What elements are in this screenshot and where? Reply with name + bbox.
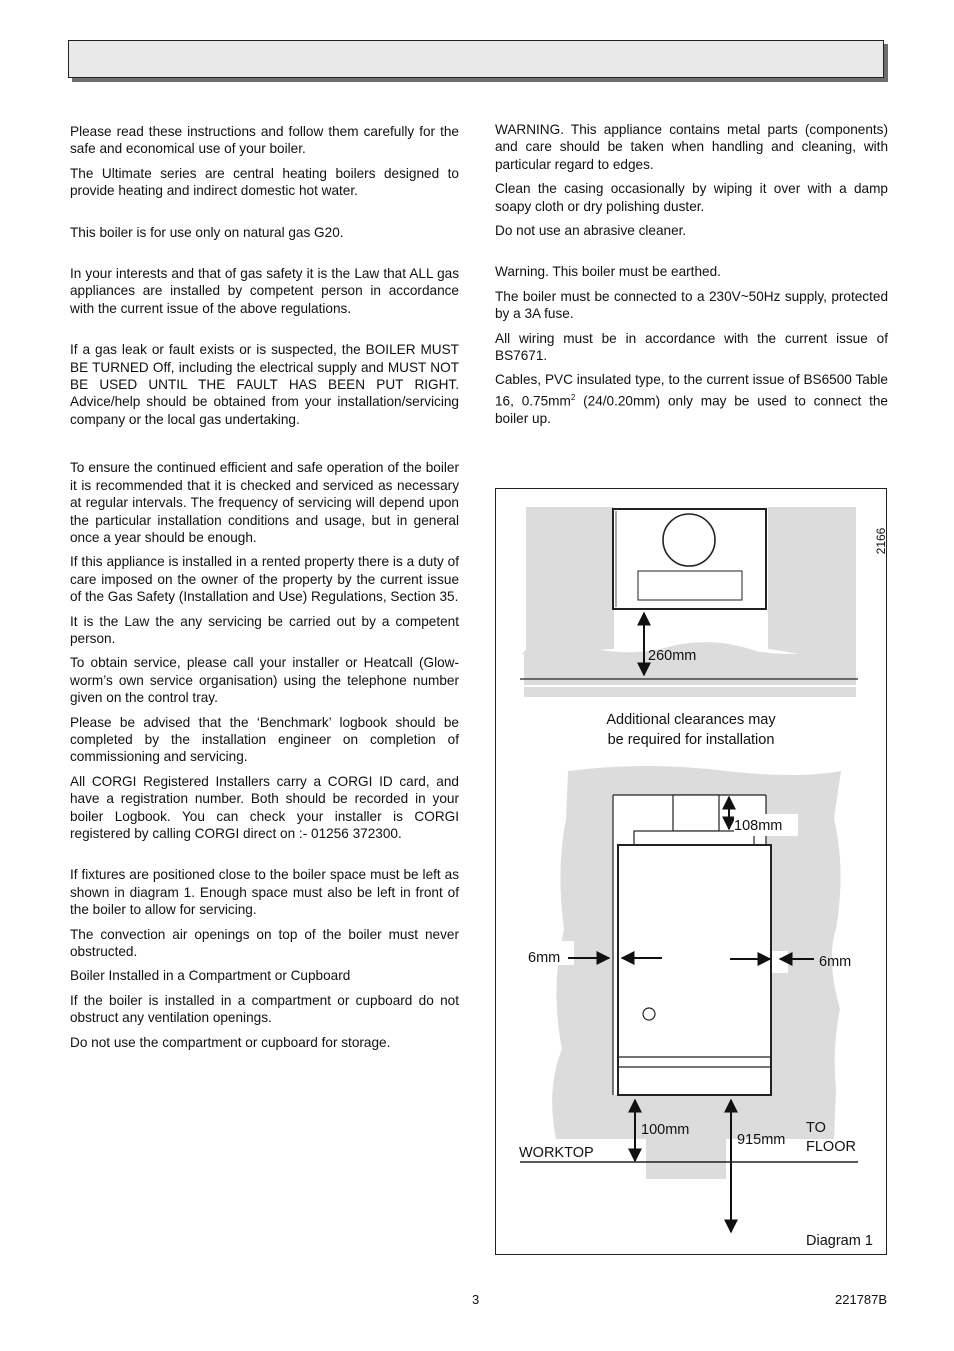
top-clearance-label: 260mm bbox=[648, 648, 697, 664]
electrical-paragraph: Warning. This boiler must be earthed. bbox=[495, 264, 721, 280]
compartment-paragraph: Boiler Installed in a Compartment or Cupboard bbox=[70, 968, 351, 984]
intro-paragraph: Please read these instructions and follow them carefully for the safe and economical use of your boiler. bbox=[70, 124, 459, 157]
servicing-paragraph: Please be advised that the ‘Benchmark’ logbook should be completed by the installation engineer on completion of commissioning and servicing. bbox=[70, 714, 459, 765]
compartment-paragraph: If the boiler is installed in a compartment or cupboard do not obstruct any ventilation openings. bbox=[70, 992, 459, 1026]
header-bar bbox=[68, 40, 884, 78]
right-gap-label: 6mm bbox=[819, 954, 852, 970]
care-paragraph: Clean the casing occasionally by wiping it over with a damp soapy cloth or dry polishing duster. bbox=[495, 181, 888, 214]
clearance-paragraph: If fixtures are positioned close to the boiler space must be left as shown in diagram 1. Enough space must also be left in front of the boiler to allow for servicing. bbox=[70, 867, 459, 918]
floor-distance-label: 915mm bbox=[737, 1132, 786, 1148]
dial-icon bbox=[663, 514, 715, 566]
diagram-drawing bbox=[496, 489, 886, 1254]
gas-leak-paragraph: If a gas leak or fault exists or is suspected, the BOILER MUST BE TURNED Off, including the electrical supply and MUST NOT BE USED UNTIL THE FAULT HAS BEEN PUT RIGHT. Advice/help should be obtained from your installation/servicing company or the local gas undertaking. bbox=[70, 342, 459, 427]
servicing-paragraph: All CORGI Registered Installers carry a CORGI ID card, and have a registration number. Both should be recorded in your boiler Logbook. You can check your installer is CORGI registered by calling CORGI direct on :- 01256 372300. bbox=[70, 773, 459, 841]
boiler-front-view bbox=[613, 509, 766, 609]
care-paragraph: Do not use an abrasive cleaner. bbox=[495, 223, 687, 239]
servicing-paragraph: If this appliance is installed in a rented property there is a duty of care imposed on the owner of the property by the current issue of the Gas Safety (Installation and Use) Regulations, Section 35. bbox=[70, 554, 459, 605]
clearance-paragraph: The convection air openings on top of the boiler must never obstructed. bbox=[70, 926, 459, 960]
regulations-paragraph: In your interests and that of gas safety it is the Law that ALL gas appliances are installed by competent person in accordance with the current issue of the above regulations. bbox=[70, 266, 459, 316]
left-column bbox=[70, 123, 459, 1058]
note-line-1: Additional clearances may bbox=[606, 712, 776, 728]
document-code: 221787B bbox=[835, 1292, 888, 1307]
cables-paragraph: Cables, PVC insulated type, to the current issue of BS6500 Table 16, $0.75mm^2$ (24/0.20mm) only may be used to connect the boiler up. bbox=[495, 372, 888, 426]
servicing-paragraph: To obtain service, please call your installer or Heatcall (Glow-worm’s own service organisation) using the telephone number given on the control tray. bbox=[70, 655, 459, 706]
diagram-caption: Diagram 1 bbox=[806, 1233, 873, 1249]
worktop-label: WORKTOP bbox=[519, 1145, 594, 1161]
clearance-diagram bbox=[495, 488, 887, 1255]
worktop-clearance-label: 100mm bbox=[641, 1122, 690, 1138]
servicing-paragraph: It is the Law the any servicing be carried out by a competent person. bbox=[70, 613, 459, 646]
left-gap-label: 6mm bbox=[528, 950, 561, 966]
servicing-paragraph: To ensure the continued efficient and safe operation of the boiler it is recommended that it is checked and serviced as necessary at regular intervals. The frequency of servicing will depend upon the particular installation conditions and usage, but in general once a year should be enough. bbox=[70, 460, 459, 545]
top-gap-label: 108mm bbox=[734, 818, 783, 834]
electrical-paragraph: All wiring must be in accordance with the current issue of BS7671. bbox=[495, 330, 888, 364]
gas-type-paragraph: This boiler is for use only on natural gas G20. bbox=[70, 224, 344, 240]
page-number: 3 bbox=[472, 1292, 480, 1307]
floor-label: FLOOR bbox=[806, 1139, 856, 1155]
care-paragraph: WARNING. This appliance contains metal parts (components) and care should be taken when handling and cleaning, with particular regard to edges. bbox=[495, 122, 888, 172]
note-line-2: be required for installation bbox=[607, 732, 775, 748]
compartment-paragraph: Do not use the compartment or cupboard for storage. bbox=[70, 1034, 391, 1050]
to-label: TO bbox=[806, 1120, 826, 1136]
boiler-side-view bbox=[613, 795, 771, 1095]
wall-shading-right bbox=[768, 507, 856, 661]
right-column bbox=[495, 121, 888, 434]
intro-paragraph: The Ultimate series are central heating boilers designed to provide heating and indirect domestic hot water. bbox=[70, 165, 459, 199]
electrical-paragraph: The boiler must be connected to a 230V~50Hz supply, protected by a 3A fuse. bbox=[495, 288, 888, 322]
diagram-ref: 2166 bbox=[874, 527, 888, 555]
